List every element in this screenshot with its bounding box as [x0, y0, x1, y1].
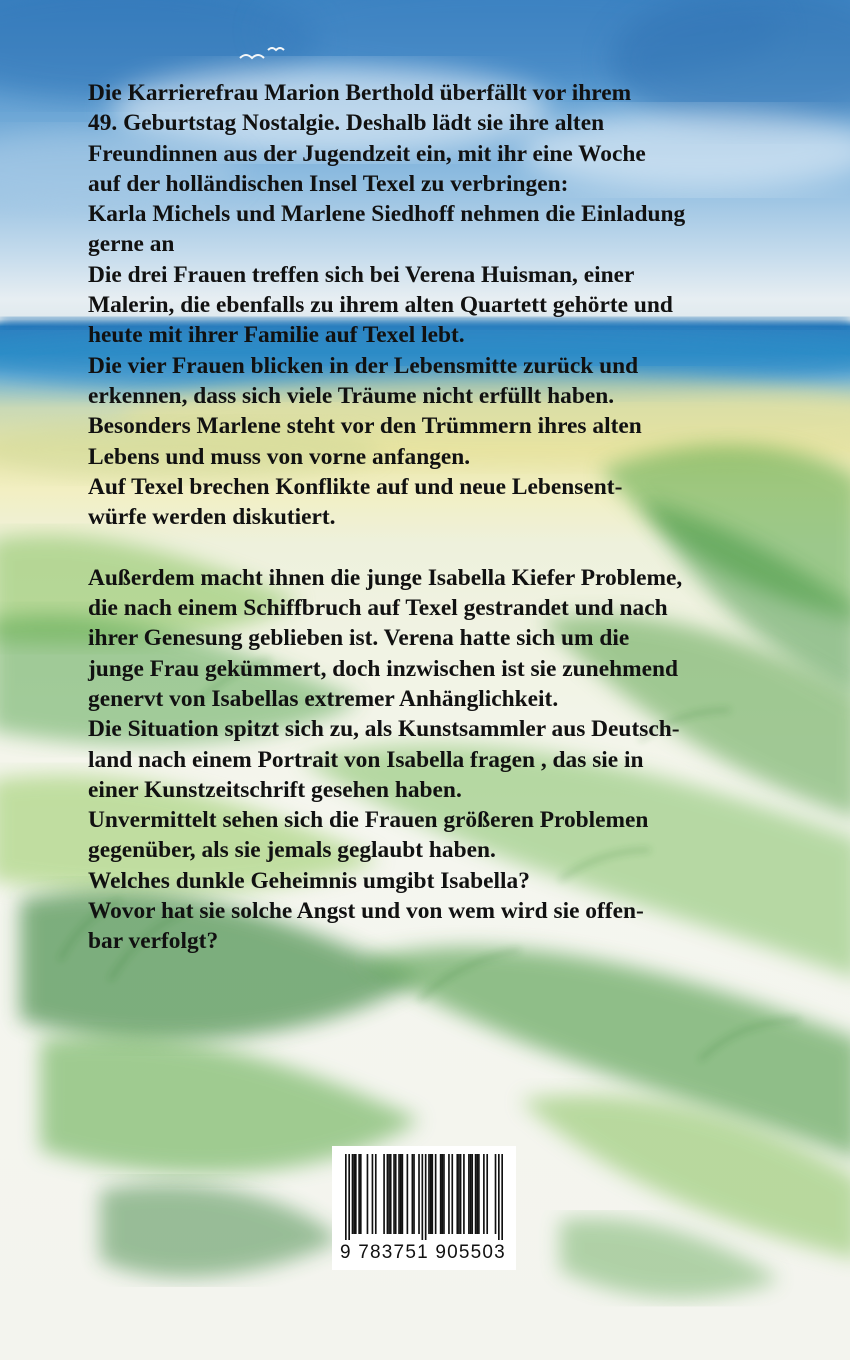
barcode-bar — [353, 1154, 355, 1234]
barcode-bar — [355, 1154, 357, 1234]
barcode-bar — [400, 1154, 402, 1234]
blurb-line: Karla Michels und Marlene Siedhoff nehmen die Einladung — [88, 201, 686, 228]
blurb-line: Unvermittelt sehen sich die Frauen größeren Problemen — [88, 807, 649, 834]
barcode-bar — [498, 1154, 500, 1240]
barcode-bar — [451, 1154, 453, 1234]
blurb-line: Wovor hat sie solche Angst und von wem wird sie offen- — [88, 898, 644, 925]
blurb-line: Die drei Frauen treffen sich bei Verena Huisman, einer — [88, 261, 635, 288]
blurb-line: würfe werden diskutiert. — [88, 504, 336, 531]
barcode-bar — [398, 1154, 400, 1234]
barcode-bar — [387, 1154, 389, 1234]
barcode-bar — [418, 1154, 420, 1234]
blurb-line: Auf Texel brechen Konflikte auf und neue Lebensent- — [88, 473, 623, 500]
blurb-line: Die Situation spitzt sich zu, als Kunstsammler aus Deutsch- — [88, 716, 680, 743]
blurb-line: Die vier Frauen blicken in der Lebensmitte zurück und — [88, 352, 639, 379]
barcode-bar — [428, 1154, 430, 1234]
isbn-digits: 9 783751 905503 — [340, 1242, 506, 1263]
barcode-bar — [460, 1154, 462, 1234]
barcode-bar — [393, 1154, 395, 1234]
barcode-bar — [372, 1154, 374, 1234]
blurb-line: Welches dunkle Geheimnis umgibt Isabella? — [88, 867, 530, 894]
blurb-line: Außerdem macht ihnen die junge Isabella Kiefer Probleme, — [88, 564, 683, 591]
blurb-line: gegenüber, als sie jemals geglaubt haben. — [88, 837, 496, 864]
barcode-bar — [413, 1154, 415, 1234]
barcode-bar — [463, 1154, 465, 1234]
blurb-line: gerne an — [88, 231, 175, 258]
barcode-bar — [475, 1154, 477, 1234]
blurb-line: erkennen, dass sich viele Träume nicht erfüllt haben. — [88, 382, 615, 409]
barcode-bars — [345, 1154, 503, 1240]
barcode-bar — [407, 1154, 409, 1234]
barcode-bar — [483, 1154, 485, 1234]
blurb-line: ihrer Genesung geblieben ist. Verena hatte sich um die — [88, 625, 630, 652]
barcode-bar — [471, 1154, 473, 1234]
blurb-line: land nach einem Portrait von Isabella fragen , das sie in — [88, 746, 644, 773]
blurb-line: Freundinnen aus der Jugendzeit ein, mit ihr eine Woche — [88, 140, 646, 167]
blurb-line: 49. Geburtstag Nostalgie. Deshalb lädt sie ihre alten — [88, 110, 605, 137]
blurb-line: Malerin, die ebenfalls zu ihrem alten Quartett gehörte und — [88, 292, 673, 319]
isbn-barcode — [332, 1146, 516, 1270]
blurb-line: heute mit ihrer Familie auf Texel lebt. — [88, 322, 465, 349]
barcode-bar — [345, 1154, 347, 1240]
blurb-line: Die Karrierefrau Marion Berthold überfällt vor ihrem — [88, 80, 632, 106]
barcode-bar — [470, 1154, 472, 1234]
barcode-bar — [425, 1154, 427, 1240]
barcode-bar — [468, 1154, 470, 1234]
barcode-bar — [360, 1154, 362, 1234]
barcode-bar — [478, 1154, 480, 1234]
barcode-bar — [495, 1154, 497, 1234]
blurb-line: Besonders Marlene steht vor den Trümmern ihres alten — [88, 413, 642, 440]
barcode-bar — [486, 1154, 488, 1234]
barcode-bar — [367, 1154, 369, 1234]
blurb-line: auf der holländischen Insel Texel zu verbringen: — [88, 170, 569, 197]
barcode-bar — [458, 1154, 460, 1234]
barcode-bar — [388, 1154, 390, 1234]
barcode-bar — [431, 1154, 433, 1234]
barcode-bar — [352, 1154, 354, 1234]
barcode-bar — [441, 1154, 443, 1234]
barcode-bar — [402, 1154, 404, 1234]
barcode-bar — [412, 1154, 414, 1234]
blurb-line: Lebens und muss von vorne anfangen. — [88, 443, 471, 470]
barcode-bar — [435, 1154, 437, 1234]
paragraph-gap — [88, 532, 778, 562]
blurb-line: genervt von Isabellas extremer Anhänglichkeit. — [88, 685, 559, 712]
barcode-bar — [430, 1154, 432, 1234]
barcode-bar — [348, 1154, 350, 1240]
barcode-bar — [501, 1154, 503, 1240]
barcode-bar — [422, 1154, 424, 1240]
barcode-bar — [448, 1154, 450, 1234]
blurb-line: einer Kunstzeitschrift gesehen haben. — [88, 776, 462, 803]
barcode-bar — [476, 1154, 478, 1234]
barcode-bar — [456, 1154, 458, 1234]
barcode-bar — [440, 1154, 442, 1234]
blurb-line: die nach einem Schiffbruch auf Texel gestrandet und nach — [88, 595, 668, 622]
blurb-line: junge Frau gekümmert, doch inzwischen ist sie zunehmend — [88, 655, 678, 682]
barcode-bar — [375, 1154, 377, 1234]
barcode-bar — [383, 1154, 385, 1234]
barcode-bar — [390, 1154, 392, 1234]
back-cover-blurb — [88, 78, 778, 957]
barcode-bar — [358, 1154, 360, 1234]
blurb-line: bar verfolgt? — [88, 928, 219, 955]
barcode-bar — [443, 1154, 445, 1234]
barcode-bar — [395, 1154, 397, 1234]
